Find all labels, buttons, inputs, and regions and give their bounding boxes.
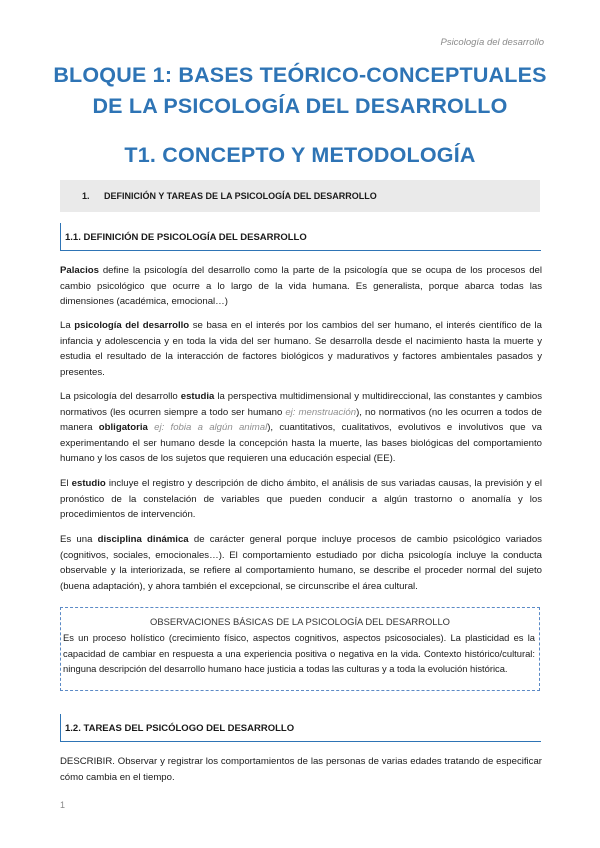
observations-box — [60, 607, 540, 691]
paragraph-describir: DESCRIBIR. Observar y registrar los comportamientos de las personas de varias edades tratando de especificar cómo cambia en el tiempo. — [60, 756, 542, 783]
paragraph-disciplina-dinamica: Es una disciplina dinámica de carácter general porque incluye procesos de cambio psicológico variados (cognitivos, sociales, emocionales…). El comportamiento estudiado por dicha psicología incluye la conducta observable y la interiorizada, se refiere al comportamiento humano, se describe el proceder normal del sujeto (buena adaptación), y ahora también el excepcional, se circunscribe el área cultural. — [60, 534, 542, 592]
bold-term: estudia — [180, 391, 215, 402]
bold-term: obligatoria — [98, 422, 148, 434]
example-text: ej: menstruación — [285, 406, 357, 418]
section-label: DEFINICIÓN Y TAREAS DE LA PSICOLOGÍA DEL DESARROLLO — [104, 191, 377, 201]
observations-text: Es un proceso holístico (crecimiento físico, aspectos cognitivos, aspectos psicosociales). La plasticidad es la capacidad de cambiar en respuesta a una experiencia positiva o negativa en la vida. Contexto histórico/cultural: ninguna descripción del desarrollo humano hace justicia a todas las culturas y a toda la evolución histórica. — [63, 632, 535, 674]
paragraph-estudia: La psicología del desarrollo estudia la perspectiva multidimensional y multidireccional, las constantes y cambios normativos (les ocurren siempre a todo ser humano ej: menstruación), no normativos (no les ocurren a todos de manera obligatoria ej: fobia a algún animal), cuantitativos, cualitativos, evolutivos e involutivos que va experimentando el ser humano desde la concepción hasta la muerte, las bases biológicas del comportamiento humano y los casos de los sujetos que requieren una educación especial (EE). — [60, 391, 542, 465]
example-text: ej: fobia a algún animal — [154, 422, 268, 434]
block-title-line-1: BLOQUE 1: BASES TEÓRICO-CONCEPTUALES — [53, 63, 547, 87]
paragraph-estudio: El estudio incluye el registro y descripción de dicho ámbito, el análisis de sus variadas causas, la previsión y el pronóstico de la constelación de variables que pueden conducir a algún trastorno o anomalía y los procedimientos de intervención. — [60, 478, 543, 521]
paragraph-palacios: Palacios define la psicología del desarrollo como la parte de la psicología que se ocupa de los procesos del cambio psicológico que ocurre a lo largo de la vida humana. Es generalista, porque abarca todas las dimensiones (académica, emocional…) — [60, 265, 542, 308]
page-number: 1 — [60, 800, 66, 810]
bold-term: Palacios — [60, 265, 99, 276]
paragraph-psicologia-desarrollo: La psicología del desarrollo se basa en el interés por los cambios del ser humano, el interés científico de la infancia y adolescencia y en toda la vida del ser humano. Se desarrolla desde el nacimiento hasta la muerte y estudia el resultado de la interacción de factores biológicos y madurativos y factores ambientales pasados y presentes. — [60, 320, 542, 378]
bold-term: disciplina dinámica — [97, 534, 189, 545]
subsection-heading-1-2 — [60, 714, 541, 742]
section-number: 1. — [82, 191, 90, 201]
subsection-heading-1-1 — [60, 223, 541, 251]
bold-term: estudio — [71, 478, 106, 489]
running-header: Psicología del desarrollo — [440, 37, 544, 48]
section-heading-1 — [60, 180, 540, 212]
observations-title: OBSERVACIONES BÁSICAS DE LA PSICOLOGÍA DEL DESARROLLO — [150, 616, 450, 627]
block-title-line-2: DE LA PSICOLOGÍA DEL DESARROLLO — [92, 94, 508, 118]
topic-title: T1. CONCEPTO Y METODOLOGÍA — [124, 143, 476, 167]
subsection-label: 1.1. DEFINICIÓN DE PSICOLOGÍA DEL DESARROLLO — [65, 232, 307, 243]
subsection-label: 1.2. TAREAS DEL PSICÓLOGO DEL DESARROLLO — [65, 723, 295, 734]
bold-term: psicología del desarrollo — [74, 320, 190, 331]
